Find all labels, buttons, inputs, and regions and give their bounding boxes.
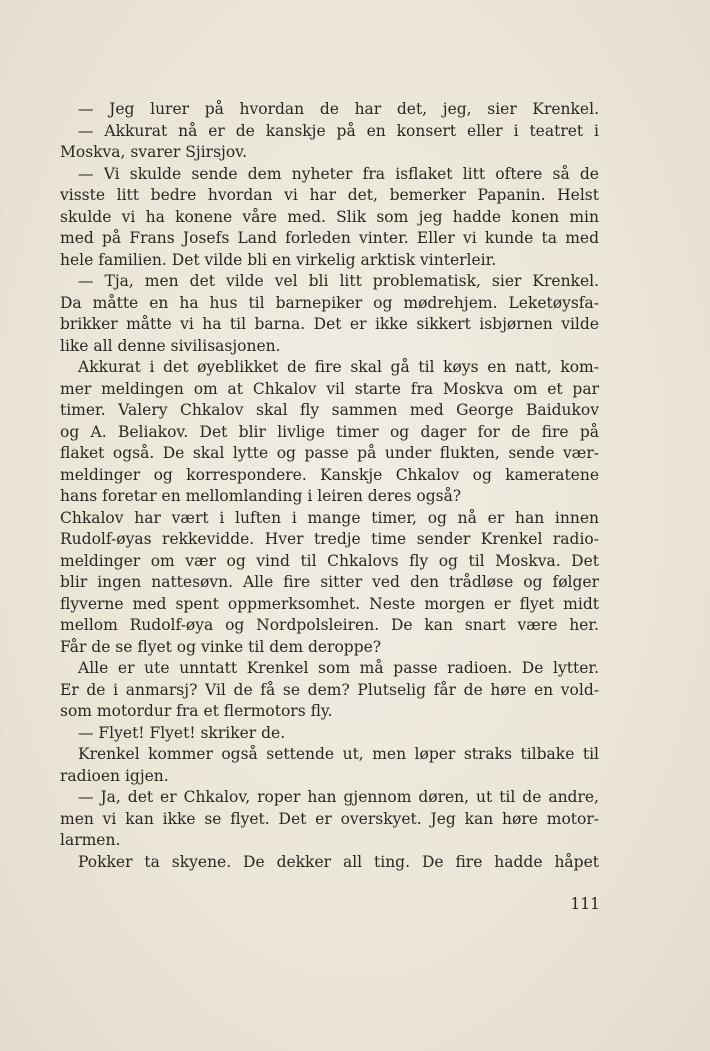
text-line: Chkalov har vært i luften i mange timer, og nå er han innen (60, 508, 599, 527)
text-line: med på Frans Josefs Land forleden vinter. Eller vi kunde ta med (60, 229, 599, 247)
text-line: blir ingen nattesøvn. Alle fire sitter ved den trådløse og følger (60, 573, 599, 591)
text-line: — Akkurat nå er de kanskje på en konsert eller i teatret i (78, 121, 599, 140)
text-line: larmen. (60, 831, 121, 849)
text-line: meldinger om vær og vind til Chkalovs fly og til Moskva. Det (60, 551, 599, 570)
text-line: — Ja, det er Chkalov, roper han gjennom døren, ut til de andre, (78, 788, 599, 806)
body-text (60, 99, 599, 873)
text-line: flyverne med spent oppmerksomhet. Neste morgen er flyet midt (60, 594, 599, 613)
text-line: Krenkel kommer også settende ut, men løper straks tilbake til (78, 745, 599, 763)
text-line: flaket også. De skal lytte og passe på under flukten, sende vær- (60, 444, 599, 462)
page-number: 111 (570, 895, 600, 913)
text-line: — Jeg lurer på hvordan de har det, jeg, sier Krenkel. (78, 100, 599, 118)
text-line: skulde vi ha konene våre med. Slik som jeg hadde konen min (60, 207, 599, 226)
text-line: Rudolf-øyas rekkevidde. Hver tredje time sender Krenkel radio- (60, 530, 599, 548)
text-line: Akkurat i det øyeblikket de fire skal gå til køys en natt, kom- (78, 358, 599, 376)
text-line: hele familien. Det vilde bli en virkelig arktisk vinterleir. (60, 250, 497, 269)
text-line: Er de i anmarsj? Vil de få se dem? Plutselig får de høre en vold- (60, 680, 599, 699)
text-line: men vi kan ikke se flyet. Det er overskyet. Jeg kan høre motor- (60, 809, 599, 828)
text-line: meldinger og korrespondere. Kanskje Chkalov og kameratene (60, 465, 599, 484)
text-line: — Flyet! Flyet! skriker de. (78, 723, 286, 742)
text-line: mellom Rudolf-øya og Nordpolsleiren. De kan snart være her. (60, 616, 599, 634)
text-line: mer meldingen om at Chkalov vil starte fra Moskva om et par (60, 379, 599, 398)
text-line: Alle er ute unntatt Krenkel som må passe radioen. De lytter. (78, 659, 599, 677)
text-line: brikker måtte vi ha til barna. Det er ikke sikkert isbjørnen vilde (60, 315, 599, 333)
text-line: — Vi skulde sende dem nyheter fra isflaket litt oftere så de (78, 164, 599, 183)
text-line: Da måtte en ha hus til barnepiker og mødrehjem. Leketøysfa- (60, 293, 599, 312)
text-line: og A. Beliakov. Det blir livlige timer og dager for de fire på (60, 422, 599, 441)
text-line: radioen igjen. (60, 766, 169, 785)
text-line: timer. Valery Chkalov skal fly sammen med George Baidukov (60, 401, 599, 419)
text-line: Moskva, svarer Sjirsjov. (60, 143, 247, 161)
text-line: Får de se flyet og vinke til dem deroppe? (60, 637, 382, 656)
text-line: like all denne sivilisasjonen. (60, 336, 281, 355)
text-line: — Tja, men det vilde vel bli litt problematisk, sier Krenkel. (78, 272, 599, 290)
text-line: som motordur fra et flermotors fly. (60, 702, 333, 720)
text-line: hans foretar en mellomlanding i leiren deres også? (60, 487, 462, 505)
text-line: Pokker ta skyene. De dekker all ting. De fire hadde håpet (78, 852, 599, 871)
text-line: visste litt bedre hvordan vi har det, bemerker Papanin. Helst (60, 186, 599, 204)
